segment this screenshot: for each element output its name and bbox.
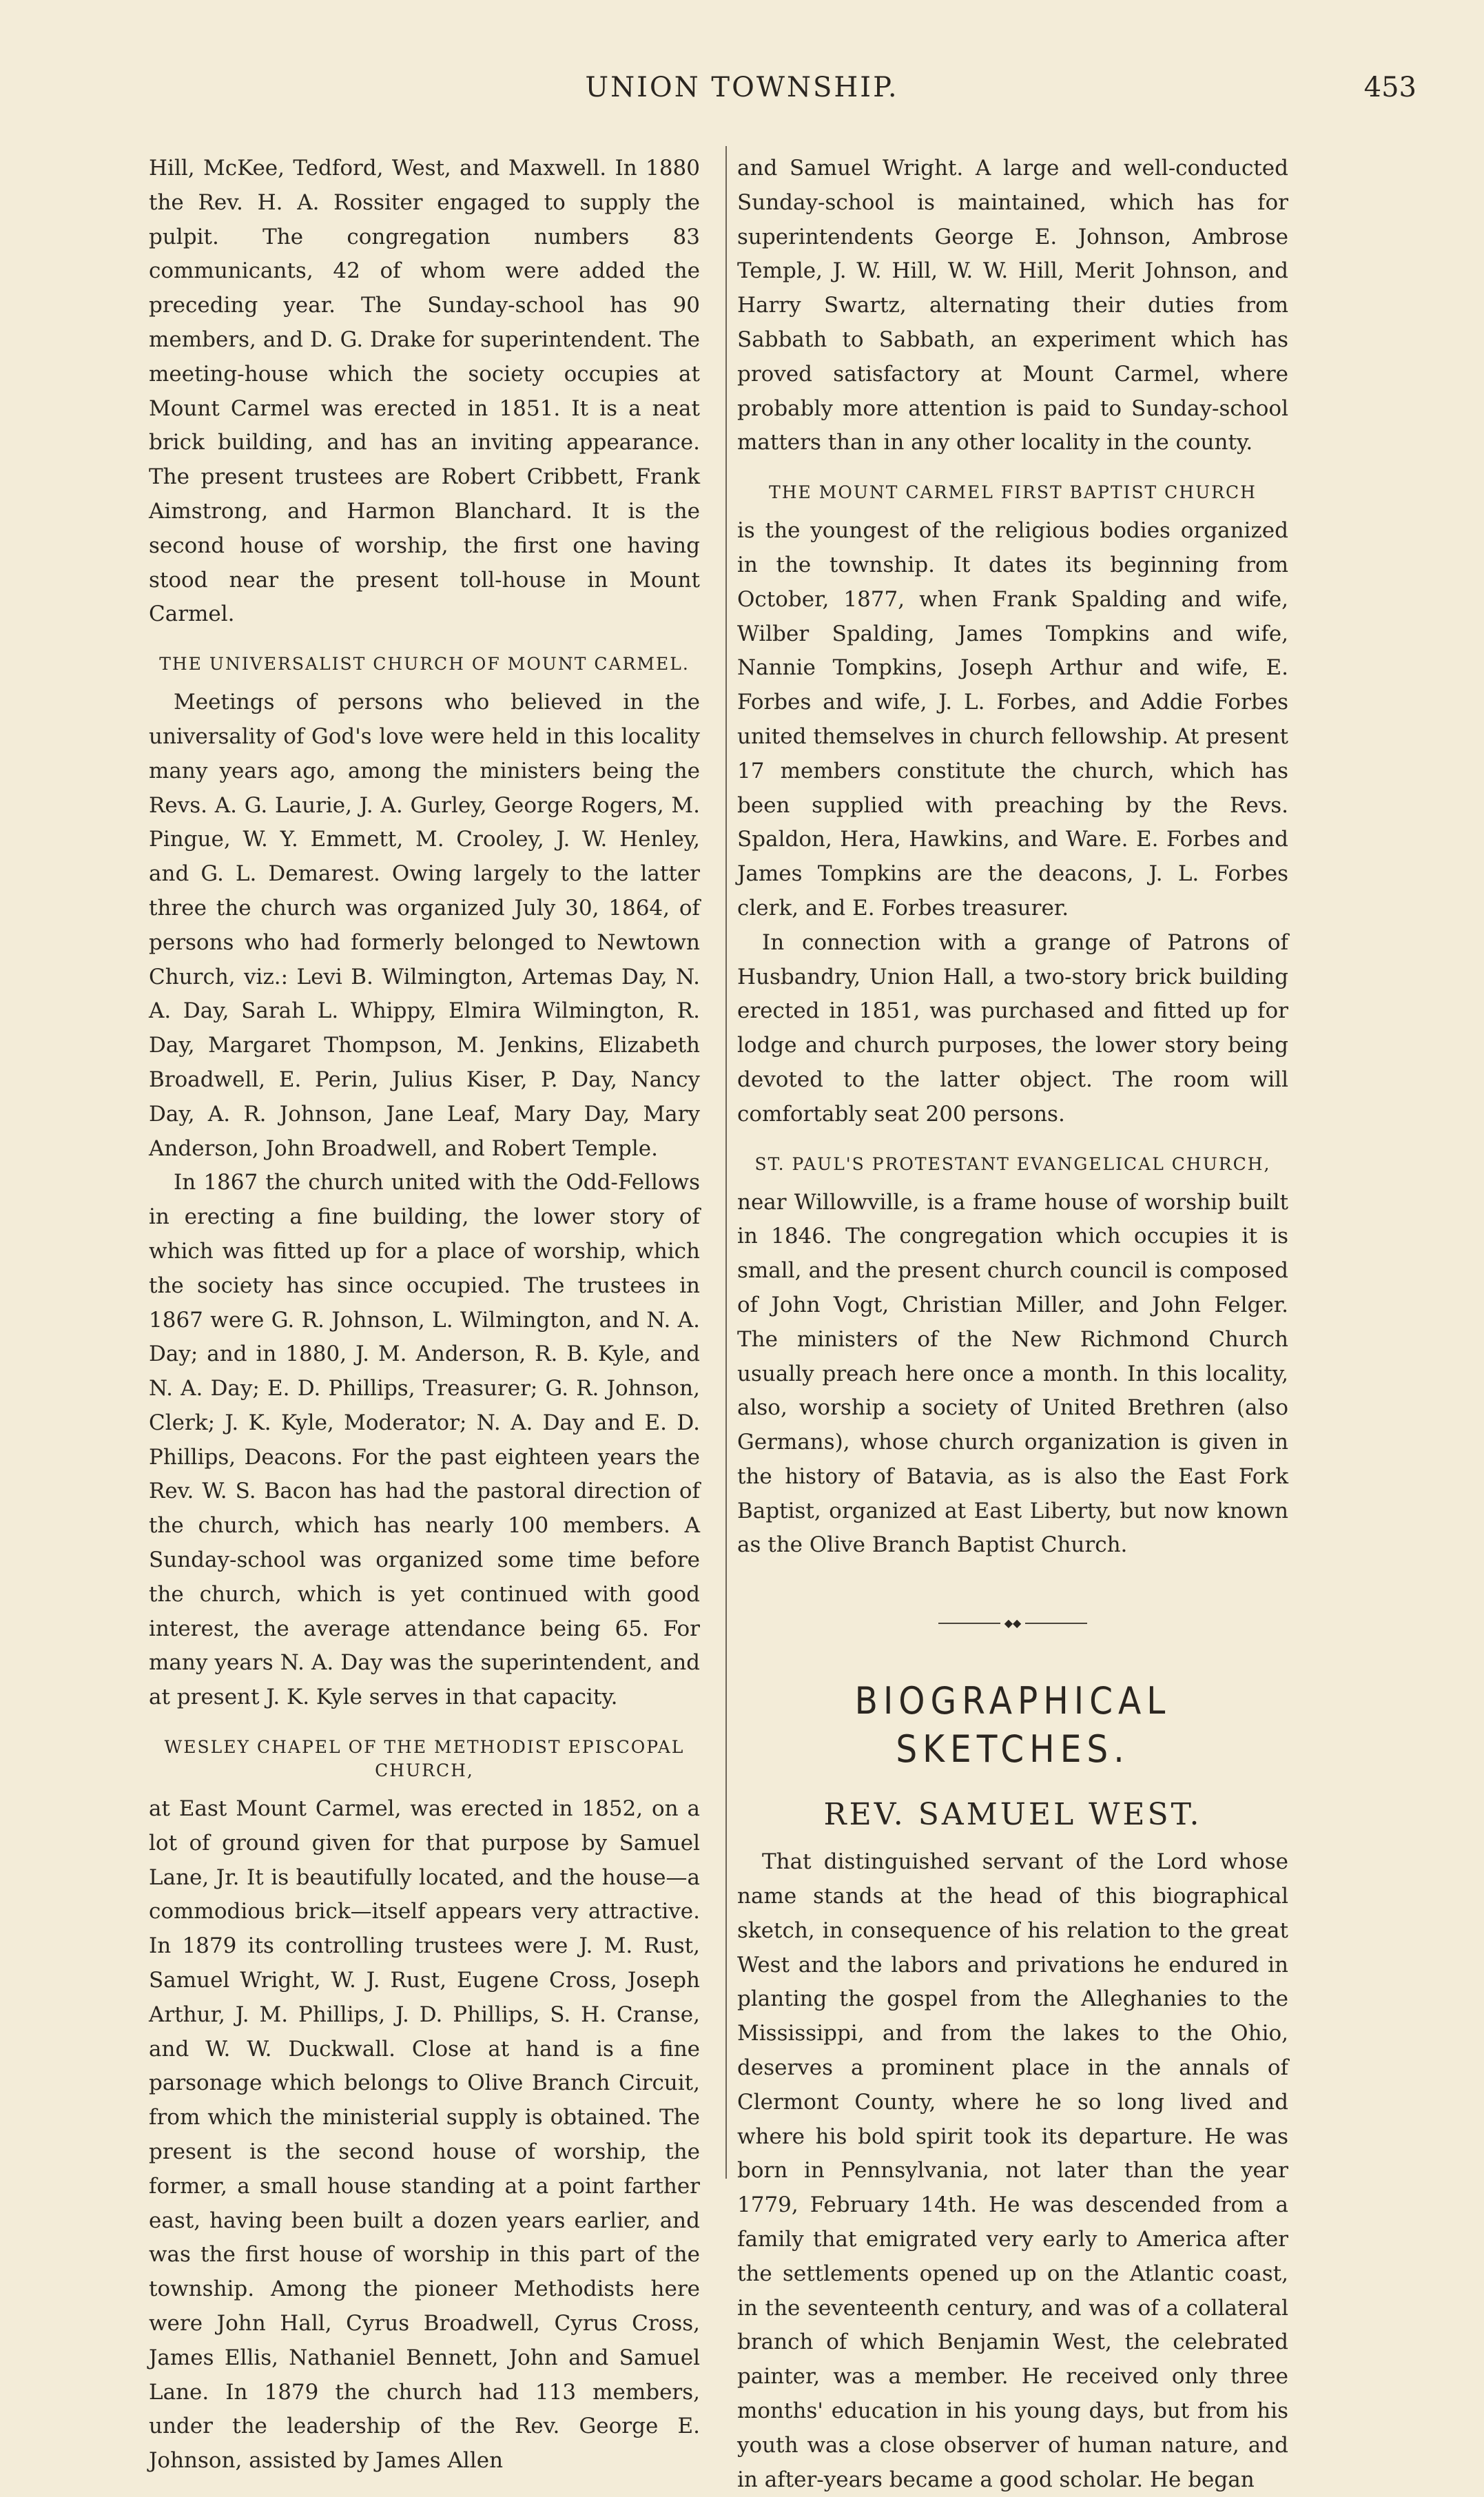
column-divider [725, 146, 727, 2179]
biography-name-heading: REV. SAMUEL WEST. [823, 1797, 1202, 1833]
paragraph: near Willowville, is a frame house of worship built in 1846. The congregation which occupies it is small, and the present church council is composed of John Vogt, Christian Miller, and John Felger. The ministers of the New Richmond Church usually preach here once a month. In this locality, also, worship a society of United Brethren (also Germans), whose church organization is given in the history of Batavia, as is also the East Fork Baptist, organized at East Liberty, but now known as the Olive Branch Baptist Church. [737, 1189, 1288, 1558]
section-heading: THE MOUNT CARMEL FIRST BAPTIST CHURCH [769, 482, 1257, 503]
running-title: UNION TOWNSHIP. [585, 72, 899, 103]
section-heading: THE UNIVERSALIST CHURCH OF MOUNT CARMEL. [159, 654, 690, 675]
section-heading: WESLEY CHAPEL OF THE METHODIST EPISCOPAL CHURCH, [164, 1737, 685, 1781]
paragraph: at East Mount Carmel, was erected in 1852, on a lot of ground given for that purpose by Samuel Lane, Jr. It is beautifully located, and the house—a commodious brick—itself appears very attractive. In 1879 its controlling trustees were J. M. Rust, Samuel Wright, W. J. Rust, Eugene Cross, Joseph Arthur, J. M. Phillips, J. D. Phillips, S. H. Cranse, and W. W. Duckwall. Close at hand is a fine parsonage which belongs to Olive Branch Circuit, from which the ministerial supply is obtained. The present is the second house of worship, the former, a small house standing at a point farther east, having been built a dozen years earlier, and was the first house of worship in this part of the township. Among the pioneer Methodists here were John Hall, Cyrus Broadwell, Cyrus Cross, James Ellis, Nathaniel Bennett, John and Samuel Lane. In 1879 the church had 113 members, under the leadership of the Rev. George E. Johnson, assisted by James Allen [149, 1796, 700, 2474]
paragraph: Hill, McKee, Tedford, West, and Maxwell. In 1880 the Rev. H. A. Rossiter engaged to supply the pulpit. The congregation numbers 83 communicants, 42 of whom were added the preceding year. The Sunday-school has 90 members, and D. G. Drake for superintendent. The meeting-house which the society occupies at Mount Carmel was erected in 1851. It is a neat brick building, and has an inviting appearance. The present trustees are Robert Cribbett, Frank Aimstrong, and Harmon Blanchard. It is the second house of worship, the first one having stood near the present toll-house in Mount Carmel. [149, 156, 700, 627]
running-header [0, 72, 1484, 113]
paragraph: In 1867 the church united with the Odd-Fellows in erecting a fine building, the lower story of which was fitted up for a place of worship, which the society has since occupied. The trustees in 1867 were G. R. Johnson, L. Wilmington, and N. A. Day; and in 1880, J. M. Anderson, R. B. Kyle, and N. A. Day; E. D. Phillips, Treasurer; G. R. Johnson, Clerk; J. K. Kyle, Moderator; N. A. Day and E. D. Phillips, Deacons. For the past eighteen years the Rev. W. S. Bacon has had the pastoral direction of the church, which has nearly 100 members. A Sunday-school was organized some time before the church, which is yet continued with good interest, the average attendance being 65. For many years N. A. Day was the superintendent, and at present J. K. Kyle serves in that capacity. [149, 1170, 700, 1710]
page-number: 453 [1363, 72, 1416, 103]
paragraph: Meetings of persons who believed in the universality of God's love were held in this locality many years ago, among the ministers being the Revs. A. G. Laurie, J. A. Gurley, George Rogers, M. Pingue, W. Y. Emmett, M. Crooley, J. W. Henley, and G. L. Demarest. Owing largely to the latter three the church was organized July 30, 1864, of persons who had formerly belonged to Newtown Church, viz.: Levi B. Wilmington, Artemas Day, N. A. Day, Sarah L. Whippy, Elmira Wilmington, R. Day, Margaret Thompson, M. Jenkins, Elizabeth Broadwell, E. Perin, Julius Kiser, P. Day, Nancy Day, A. R. Johnson, Jane Leaf, Mary Day, Mary Anderson, John Broadwell, and Robert Temple. [149, 690, 700, 1161]
section-ornament [737, 1618, 1288, 1629]
ornament-line [938, 1623, 1000, 1624]
paragraph: and Samuel Wright. A large and well-conducted Sunday-school is maintained, which has for superintendents George E. Johnson, Ambrose Temple, J. W. Hill, W. W. Hill, Merit Johnson, and Harry Swartz, alternating their duties from Sabbath to Sabbath, an experiment which has proved satisfactory at Mount Carmel, where probably more attention is paid to Sunday-school matters than in any other locality in the county. [737, 156, 1288, 455]
right-column [737, 152, 1288, 2497]
paragraph: That distinguished servant of the Lord whose name stands at the head of this biographical sketch, in consequence of his relation to the great West and the labors and privations he endured in planting the gospel from the Alleghanies to the Mississippi, and from the lakes to the Ohio, deserves a prominent place in the annals of Clermont County, where he so long lived and where his bold spirit took its departure. He was born in Pennsylvania, not later than the year 1779, February 14th. He was descended from a family that emigrated very early to America after the settlements opened up on the Atlantic coast, in the seventeenth century, and was of a collateral branch of which Benjamin West, the celebrated painter, was a member. He received only three months' education in his young days, but from his youth was a close observer of human nature, and in after-years became a good scholar. He began [737, 1849, 1288, 2492]
paragraph: is the youngest of the religious bodies organized in the township. It dates its beginning from October, 1877, when Frank Spalding and wife, Wilber Spalding, James Tompkins and wife, Nannie Tompkins, Joseph Arthur and wife, E. Forbes and wife, J. L. Forbes, and Addie Forbes united themselves in church fellowship. At present 17 members constitute the church, which has been supplied with preaching by the Revs. Spaldon, Hera, Hawkins, and Ware. E. Forbes and James Tompkins are the deacons, J. L. Forbes clerk, and E. Forbes treasurer. [737, 518, 1288, 921]
ornament-glyph: ◆◆ [1004, 1616, 1022, 1630]
ornament-line [1025, 1623, 1087, 1624]
biographical-sketches-heading: BIOGRAPHICAL SKETCHES. [854, 1679, 1171, 1771]
section-heading: ST. PAUL'S PROTESTANT EVANGELICAL CHURCH, [754, 1153, 1271, 1174]
paragraph: In connection with a grange of Patrons of Husbandry, Union Hall, a two-story brick building erected in 1851, was purchased and fitted up for lodge and church purposes, the lower story being devoted to the latter object. The room will comfortably seat 200 persons. [737, 929, 1288, 1127]
left-column [149, 152, 700, 2478]
